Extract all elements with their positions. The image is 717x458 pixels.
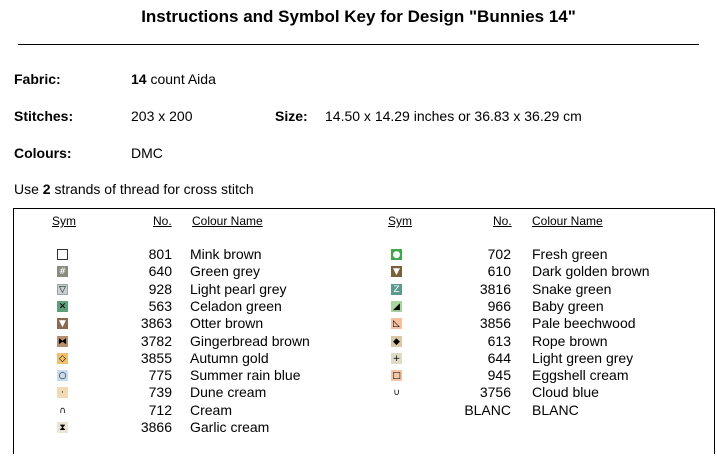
dmc-number: 3756 bbox=[479, 384, 511, 401]
cup-icon: ∪ bbox=[391, 387, 402, 398]
arch-icon: ∩ bbox=[57, 405, 68, 416]
table-row bbox=[0, 263, 717, 280]
table-row bbox=[0, 350, 717, 367]
dmc-number: 702 bbox=[487, 246, 511, 262]
circle-filled-icon: ● bbox=[392, 250, 401, 260]
dmc-number: 3866 bbox=[140, 419, 172, 435]
colour-name: Green grey bbox=[190, 263, 261, 280]
title-rule bbox=[18, 44, 699, 45]
table-row bbox=[0, 298, 717, 315]
table-row bbox=[0, 246, 717, 263]
page-title: Instructions and Symbol Key for Design "Bunnies 14" bbox=[141, 7, 576, 26]
table-row bbox=[0, 333, 717, 350]
dmc-number: 775 bbox=[148, 367, 172, 384]
plus-icon: + bbox=[392, 353, 401, 364]
dmc-number: 3782 bbox=[140, 332, 172, 349]
circle-outline-icon: ○ bbox=[58, 371, 67, 382]
fabric-label: Fabric: bbox=[14, 71, 61, 87]
dmc-number: 945 bbox=[487, 367, 511, 384]
size-value: 14.50 x 14.29 inches or 36.83 x 36.29 cm bbox=[325, 108, 582, 124]
dmc-number: 928 bbox=[148, 280, 172, 297]
colour-name: Light pearl grey bbox=[190, 280, 287, 297]
colour-name: Rope brown bbox=[532, 332, 608, 349]
table-row bbox=[0, 315, 717, 332]
dmc-number: 640 bbox=[148, 263, 172, 280]
dmc-number: 739 bbox=[148, 384, 172, 401]
table-row bbox=[0, 281, 717, 298]
colours-value: DMC bbox=[131, 145, 163, 161]
instruction-post: strands of thread for cross stitch bbox=[50, 181, 254, 197]
header-name-left: Colour Name bbox=[192, 214, 263, 228]
colour-name: Autumn gold bbox=[190, 349, 269, 366]
table-row bbox=[0, 402, 717, 419]
dmc-number: 712 bbox=[148, 401, 172, 418]
diamond-outline-icon: ◇ bbox=[57, 353, 68, 364]
dmc-number: 644 bbox=[487, 349, 511, 366]
colour-name: Cloud blue bbox=[532, 384, 599, 401]
corner-triangle-outline-icon: ◺ bbox=[391, 318, 402, 329]
table-row bbox=[0, 367, 717, 384]
blank-icon bbox=[391, 405, 402, 416]
table-row bbox=[0, 419, 717, 436]
colour-name: Summer rain blue bbox=[190, 367, 301, 384]
triangle-down-outline-icon: ▽ bbox=[57, 284, 68, 295]
dmc-number: 613 bbox=[487, 332, 511, 349]
colour-name: Baby green bbox=[532, 297, 604, 314]
hash-icon: # bbox=[58, 267, 67, 278]
header-no-right: No. bbox=[493, 214, 512, 228]
dot-icon: · bbox=[57, 387, 68, 398]
header-name-right: Colour Name bbox=[532, 214, 603, 228]
colour-name: BLANC bbox=[532, 401, 579, 418]
corner-triangle-icon: ◢ bbox=[391, 301, 402, 312]
colour-name: Dark golden brown bbox=[532, 263, 650, 280]
dmc-number: 966 bbox=[487, 297, 511, 314]
stitches-label: Stitches: bbox=[14, 108, 74, 124]
fabric-count: 14 bbox=[131, 71, 147, 87]
colour-name: Light green grey bbox=[532, 349, 634, 366]
colour-name: Dune cream bbox=[190, 384, 267, 401]
table-row bbox=[0, 384, 717, 401]
colour-name: Mink brown bbox=[190, 246, 262, 262]
triangle-down-icon: ▼ bbox=[57, 318, 68, 329]
header-sym-right: Sym bbox=[388, 214, 412, 228]
colour-name: Eggshell cream bbox=[532, 367, 629, 384]
colour-name: Pale beechwood bbox=[532, 315, 636, 332]
fabric-value bbox=[131, 71, 216, 87]
dmc-number: 3856 bbox=[479, 315, 511, 332]
size-label: Size: bbox=[275, 108, 308, 124]
hourglass-icon: ⧗ bbox=[57, 422, 68, 433]
dmc-number: 801 bbox=[148, 246, 172, 262]
diamond-icon: ◆ bbox=[391, 336, 402, 347]
dmc-number: BLANC bbox=[464, 401, 511, 418]
colour-name: Fresh green bbox=[532, 246, 608, 262]
instruction-text bbox=[14, 181, 254, 197]
colour-name: Cream bbox=[190, 401, 233, 418]
colour-name: Gingerbread brown bbox=[190, 332, 310, 349]
dmc-number: 3863 bbox=[140, 315, 172, 332]
strand-count: 2 bbox=[42, 181, 51, 197]
header-no-left: No. bbox=[153, 214, 172, 228]
header-sym-left: Sym bbox=[52, 214, 76, 228]
square-icon: □ bbox=[392, 371, 401, 382]
dmc-number: 610 bbox=[487, 263, 511, 280]
dmc-number: 3855 bbox=[140, 349, 172, 366]
z-icon: Z bbox=[391, 284, 402, 295]
instruction-pre: Use bbox=[14, 181, 43, 197]
bowtie-icon: ⧓ bbox=[58, 336, 67, 347]
colour-name: Garlic cream bbox=[190, 419, 270, 435]
fabric-type: count Aida bbox=[146, 71, 216, 87]
x-icon: ✕ bbox=[58, 301, 67, 312]
colour-name: Celadon green bbox=[190, 297, 282, 314]
dmc-number: 3816 bbox=[479, 280, 511, 297]
colour-name: Otter brown bbox=[190, 315, 264, 332]
triangle-down-icon: ▼ bbox=[391, 266, 402, 277]
colours-label: Colours: bbox=[14, 145, 72, 161]
dmc-number: 563 bbox=[148, 297, 172, 314]
stitches-value: 203 x 200 bbox=[131, 108, 193, 124]
colour-name: Snake green bbox=[532, 280, 612, 297]
